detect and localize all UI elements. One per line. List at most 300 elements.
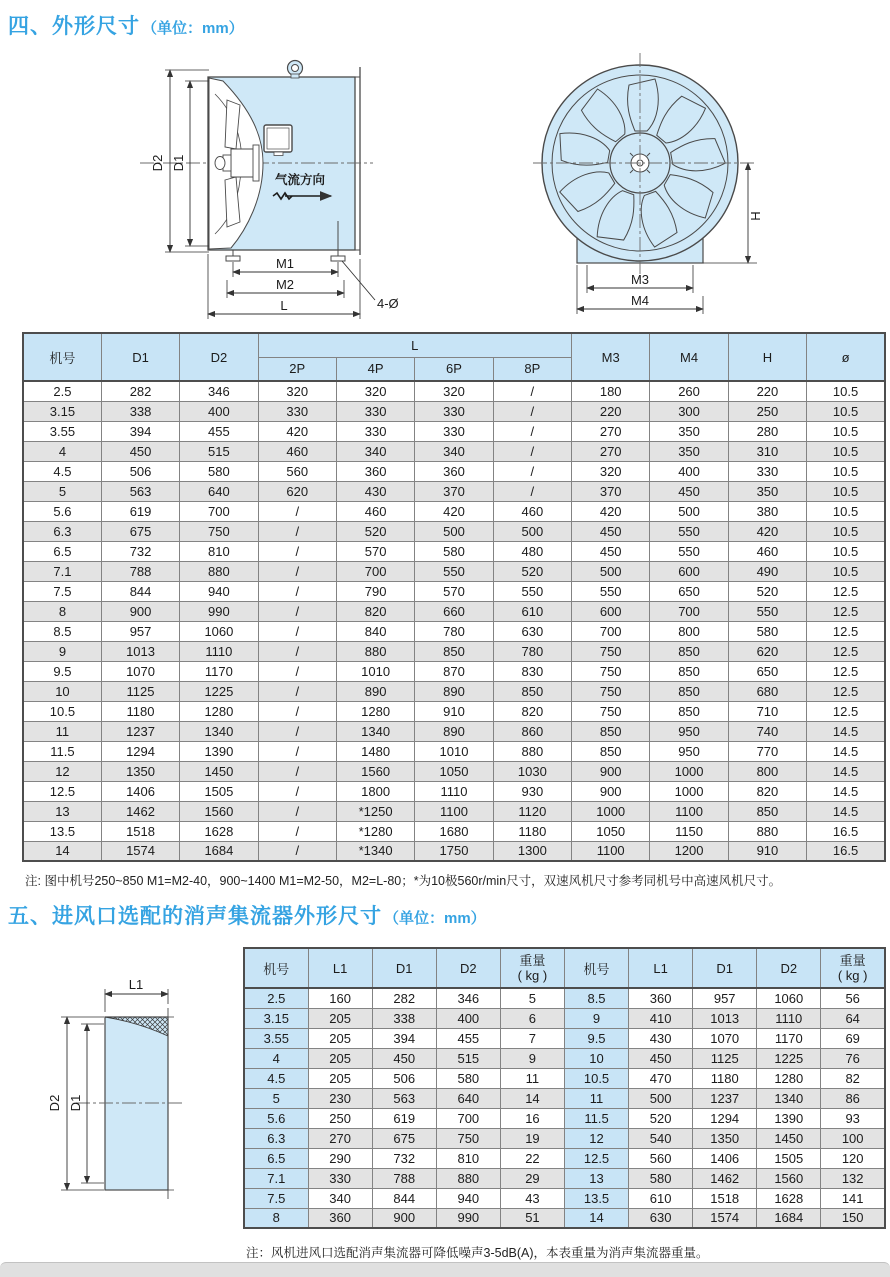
table-cell: 600 bbox=[572, 601, 650, 621]
table-cell: 1340 bbox=[757, 1088, 821, 1108]
section4-title bbox=[8, 10, 244, 40]
page-bottom-edge bbox=[0, 1262, 890, 1277]
column-header-l1-2: L1 bbox=[629, 948, 693, 988]
table-cell: 1560 bbox=[757, 1168, 821, 1188]
table-cell: 1340 bbox=[336, 721, 414, 741]
table-cell: 660 bbox=[415, 601, 493, 621]
table-row bbox=[244, 1148, 885, 1168]
table-cell: 810 bbox=[436, 1148, 500, 1168]
table-cell: 500 bbox=[650, 501, 728, 521]
table-cell: 1110 bbox=[757, 1008, 821, 1028]
table-cell: 640 bbox=[180, 481, 258, 501]
table-cell: 220 bbox=[728, 381, 806, 401]
table-cell: 1100 bbox=[650, 801, 728, 821]
table-cell: 1010 bbox=[415, 741, 493, 761]
table-row bbox=[23, 521, 885, 541]
table-cell: 1462 bbox=[693, 1168, 757, 1188]
section5-title bbox=[8, 900, 486, 930]
column-header-h: H bbox=[728, 333, 806, 381]
table-cell: 14 bbox=[500, 1088, 564, 1108]
column-header-d2: D2 bbox=[180, 333, 258, 381]
table-cell: *1280 bbox=[336, 821, 414, 841]
column-header-6p: 6P bbox=[415, 357, 493, 381]
table-cell: 10.5 bbox=[807, 541, 885, 561]
table-row bbox=[244, 1008, 885, 1028]
weight-label: 重量 bbox=[839, 953, 866, 968]
table-cell: 700 bbox=[436, 1108, 500, 1128]
table-cell: 788 bbox=[372, 1168, 436, 1188]
table-cell: 205 bbox=[308, 1028, 372, 1048]
dim-label-d1: D1 bbox=[171, 154, 186, 172]
table-cell: 10.5 bbox=[807, 561, 885, 581]
table-cell: 850 bbox=[650, 661, 728, 681]
table-cell: 750 bbox=[180, 521, 258, 541]
column-header-d2-2: D2 bbox=[757, 948, 821, 988]
table-cell: 900 bbox=[572, 761, 650, 781]
table-cell: 790 bbox=[336, 581, 414, 601]
table-cell: 506 bbox=[372, 1068, 436, 1088]
column-header-d1-2: D1 bbox=[693, 948, 757, 988]
table-cell: 132 bbox=[821, 1168, 885, 1188]
table-cell: 1010 bbox=[336, 661, 414, 681]
table-cell: 13.5 bbox=[564, 1188, 628, 1208]
table-cell: 500 bbox=[572, 561, 650, 581]
table-cell: 205 bbox=[308, 1008, 372, 1028]
table-cell: 7.1 bbox=[23, 561, 101, 581]
table-cell: 320 bbox=[336, 381, 414, 401]
table-cell: 619 bbox=[372, 1108, 436, 1128]
table-cell: 3.15 bbox=[23, 401, 101, 421]
table-cell: 1070 bbox=[101, 661, 179, 681]
table-cell: 840 bbox=[336, 621, 414, 641]
table2-note: 注：风机进风口选配消声集流器可降低噪声3-5dB(A)，本表重量为消声集流器重量。 bbox=[246, 1246, 709, 1260]
table-cell: 14.5 bbox=[807, 761, 885, 781]
table-cell: 515 bbox=[180, 441, 258, 461]
table-cell: 780 bbox=[493, 641, 571, 661]
table-row bbox=[23, 421, 885, 441]
table-cell: 205 bbox=[308, 1048, 372, 1068]
table-cell: 1390 bbox=[180, 741, 258, 761]
table-cell: 350 bbox=[650, 441, 728, 461]
table-cell: 820 bbox=[336, 601, 414, 621]
table-cell: / bbox=[258, 661, 336, 681]
table-cell: 900 bbox=[572, 781, 650, 801]
table-cell: 12 bbox=[23, 761, 101, 781]
table-cell: 360 bbox=[308, 1208, 372, 1228]
table-cell: 350 bbox=[650, 421, 728, 441]
table-cell: 890 bbox=[336, 681, 414, 701]
table-cell: 10 bbox=[23, 681, 101, 701]
eye-bolt bbox=[288, 61, 303, 79]
fan-front-view-drawing bbox=[515, 48, 875, 333]
table-row bbox=[23, 721, 885, 741]
table-cell: 560 bbox=[629, 1148, 693, 1168]
table-cell: 10.5 bbox=[564, 1068, 628, 1088]
table-cell: 880 bbox=[436, 1168, 500, 1188]
column-header-4p: 4P bbox=[336, 357, 414, 381]
table-cell: 280 bbox=[728, 421, 806, 441]
table-cell: 1050 bbox=[572, 821, 650, 841]
table-cell: 1450 bbox=[180, 761, 258, 781]
column-header-diameter: ø bbox=[807, 333, 885, 381]
table-cell: / bbox=[493, 421, 571, 441]
table-cell: 120 bbox=[821, 1148, 885, 1168]
table-cell: 580 bbox=[415, 541, 493, 561]
table-row bbox=[244, 1108, 885, 1128]
table-cell: 1100 bbox=[572, 841, 650, 861]
table-cell: 9 bbox=[23, 641, 101, 661]
table-row bbox=[23, 781, 885, 801]
table-cell: 14 bbox=[23, 841, 101, 861]
table-cell: 3.55 bbox=[23, 421, 101, 441]
table-cell: 4.5 bbox=[244, 1068, 308, 1088]
table-row bbox=[23, 441, 885, 461]
table-cell: / bbox=[493, 381, 571, 401]
table-cell: 619 bbox=[101, 501, 179, 521]
table-cell: 12.5 bbox=[807, 661, 885, 681]
column-header-model: 机号 bbox=[244, 948, 308, 988]
table-cell: / bbox=[493, 401, 571, 421]
table-row bbox=[23, 641, 885, 661]
table-cell: 180 bbox=[572, 381, 650, 401]
table-cell: 570 bbox=[336, 541, 414, 561]
table-cell: 500 bbox=[493, 521, 571, 541]
table-cell: 460 bbox=[728, 541, 806, 561]
table-cell: 930 bbox=[493, 781, 571, 801]
table-cell: 580 bbox=[728, 621, 806, 641]
table-cell: 1628 bbox=[180, 821, 258, 841]
table-cell: / bbox=[258, 841, 336, 861]
table-cell: 1480 bbox=[336, 741, 414, 761]
table-cell: 800 bbox=[728, 761, 806, 781]
table-row bbox=[23, 841, 885, 861]
table-cell: 450 bbox=[650, 481, 728, 501]
dim-label-m3: M3 bbox=[630, 272, 650, 287]
table-cell: 1505 bbox=[757, 1148, 821, 1168]
table-row bbox=[23, 761, 885, 781]
table-cell: 1800 bbox=[336, 781, 414, 801]
table-cell: 1060 bbox=[180, 621, 258, 641]
table-cell: 11.5 bbox=[23, 741, 101, 761]
table-cell: 1180 bbox=[493, 821, 571, 841]
table-cell: 1180 bbox=[101, 701, 179, 721]
table-cell: 8 bbox=[244, 1208, 308, 1228]
dim-label-d1: D1 bbox=[68, 1094, 83, 1112]
table-cell: 310 bbox=[728, 441, 806, 461]
table-row bbox=[244, 1088, 885, 1108]
table-cell: 320 bbox=[572, 461, 650, 481]
table-cell: 270 bbox=[572, 441, 650, 461]
table-cell: 710 bbox=[728, 701, 806, 721]
table-cell: 340 bbox=[336, 441, 414, 461]
table-cell: 850 bbox=[415, 641, 493, 661]
table-cell: 13 bbox=[23, 801, 101, 821]
table-cell: 1000 bbox=[650, 781, 728, 801]
table-cell: 400 bbox=[180, 401, 258, 421]
table-row bbox=[244, 1048, 885, 1068]
table-cell: 3.55 bbox=[244, 1028, 308, 1048]
table-cell: 1300 bbox=[493, 841, 571, 861]
table-cell: 940 bbox=[180, 581, 258, 601]
table-cell: 346 bbox=[436, 988, 500, 1008]
table-cell: 6 bbox=[500, 1008, 564, 1028]
table-cell: 1150 bbox=[650, 821, 728, 841]
table-cell: 420 bbox=[728, 521, 806, 541]
table-cell: 1505 bbox=[180, 781, 258, 801]
table-cell: 14.5 bbox=[807, 741, 885, 761]
table-cell: 990 bbox=[436, 1208, 500, 1228]
table-cell: 1518 bbox=[693, 1188, 757, 1208]
table-cell: 563 bbox=[372, 1088, 436, 1108]
table-cell: / bbox=[258, 501, 336, 521]
table-cell: / bbox=[258, 741, 336, 761]
table-cell: 850 bbox=[572, 721, 650, 741]
table-cell: 1280 bbox=[336, 701, 414, 721]
table-cell: 420 bbox=[258, 421, 336, 441]
table-cell: 10.5 bbox=[807, 521, 885, 541]
table-cell: 820 bbox=[728, 781, 806, 801]
table-cell: 370 bbox=[415, 481, 493, 501]
table-cell: 850 bbox=[572, 741, 650, 761]
table-cell: 1280 bbox=[757, 1068, 821, 1088]
table-cell: 620 bbox=[258, 481, 336, 501]
table-cell: 830 bbox=[493, 661, 571, 681]
dim-label-m1: M1 bbox=[275, 256, 295, 271]
dimensions-table-header bbox=[23, 333, 885, 381]
table-cell: 10.5 bbox=[807, 421, 885, 441]
table-cell: 1450 bbox=[757, 1128, 821, 1148]
table-cell: 455 bbox=[436, 1028, 500, 1048]
table-cell: 1013 bbox=[693, 1008, 757, 1028]
table-cell: 6.5 bbox=[244, 1148, 308, 1168]
table-cell: 394 bbox=[372, 1028, 436, 1048]
table-cell: 500 bbox=[415, 521, 493, 541]
table-cell: 330 bbox=[415, 421, 493, 441]
table-cell: 100 bbox=[821, 1128, 885, 1148]
table-cell: 880 bbox=[493, 741, 571, 761]
section5-title-unit: （单位：mm） bbox=[384, 910, 486, 927]
table-cell: 450 bbox=[101, 441, 179, 461]
table-cell: 460 bbox=[336, 501, 414, 521]
table-cell: 630 bbox=[629, 1208, 693, 1228]
table-cell: 570 bbox=[415, 581, 493, 601]
table-row bbox=[244, 1068, 885, 1088]
table-cell: 14.5 bbox=[807, 781, 885, 801]
table-cell: 910 bbox=[728, 841, 806, 861]
table-cell: 5 bbox=[244, 1088, 308, 1108]
table-cell: 850 bbox=[493, 681, 571, 701]
column-header-m4: M4 bbox=[650, 333, 728, 381]
dim-label-m4: M4 bbox=[630, 293, 650, 308]
collector-table-header bbox=[244, 948, 885, 988]
table-cell: 400 bbox=[650, 461, 728, 481]
table-row bbox=[23, 541, 885, 561]
table-cell: 640 bbox=[436, 1088, 500, 1108]
table-cell: 12.5 bbox=[564, 1148, 628, 1168]
table-cell: / bbox=[258, 641, 336, 661]
table-cell: 950 bbox=[650, 721, 728, 741]
section4-title-text: 四、外形尺寸 bbox=[8, 15, 140, 38]
table-cell: 1170 bbox=[757, 1028, 821, 1048]
table-cell: 350 bbox=[728, 481, 806, 501]
table-cell: 450 bbox=[572, 521, 650, 541]
table-cell: 10.5 bbox=[807, 461, 885, 481]
table-cell: 550 bbox=[493, 581, 571, 601]
dim-label-h: H bbox=[748, 211, 763, 221]
table-cell: 900 bbox=[372, 1208, 436, 1228]
table-cell: 750 bbox=[572, 641, 650, 661]
table-cell: 10.5 bbox=[807, 441, 885, 461]
table-cell: / bbox=[258, 601, 336, 621]
table-cell: 320 bbox=[258, 381, 336, 401]
table-cell: 870 bbox=[415, 661, 493, 681]
table-cell: 1000 bbox=[650, 761, 728, 781]
table-cell: 410 bbox=[629, 1008, 693, 1028]
table-cell: 64 bbox=[821, 1008, 885, 1028]
table-cell: 270 bbox=[308, 1128, 372, 1148]
column-header-m3: M3 bbox=[572, 333, 650, 381]
table-cell: 2.5 bbox=[23, 381, 101, 401]
table-cell: 1350 bbox=[693, 1128, 757, 1148]
column-header-8p: 8P bbox=[493, 357, 571, 381]
table-cell: 850 bbox=[650, 681, 728, 701]
table-cell: 86 bbox=[821, 1088, 885, 1108]
table-cell: 1294 bbox=[693, 1108, 757, 1128]
table-cell: 515 bbox=[436, 1048, 500, 1068]
table-cell: 680 bbox=[728, 681, 806, 701]
column-header-d2: D2 bbox=[436, 948, 500, 988]
table-cell: 93 bbox=[821, 1108, 885, 1128]
table-cell: 420 bbox=[572, 501, 650, 521]
table-cell: 550 bbox=[572, 581, 650, 601]
table-cell: 520 bbox=[629, 1108, 693, 1128]
table-cell: / bbox=[493, 461, 571, 481]
table-cell: 900 bbox=[101, 601, 179, 621]
table-cell: 580 bbox=[436, 1068, 500, 1088]
table-cell: 10.5 bbox=[807, 481, 885, 501]
collector-table bbox=[243, 947, 886, 1229]
table-cell: 700 bbox=[336, 561, 414, 581]
table-cell: 470 bbox=[629, 1068, 693, 1088]
table-cell: 1100 bbox=[415, 801, 493, 821]
table-cell: 520 bbox=[336, 521, 414, 541]
table-cell: 16.5 bbox=[807, 841, 885, 861]
table-cell: 205 bbox=[308, 1068, 372, 1088]
table-cell: 650 bbox=[650, 581, 728, 601]
table-cell: 9 bbox=[500, 1048, 564, 1068]
table-cell: 880 bbox=[180, 561, 258, 581]
table-cell: 360 bbox=[336, 461, 414, 481]
table-cell: 750 bbox=[572, 681, 650, 701]
column-header-2p: 2P bbox=[258, 357, 336, 381]
table-cell: 8 bbox=[23, 601, 101, 621]
table-row bbox=[23, 601, 885, 621]
column-header-model-2: 机号 bbox=[564, 948, 628, 988]
table-cell: 460 bbox=[493, 501, 571, 521]
table-cell: 1110 bbox=[180, 641, 258, 661]
table-row bbox=[23, 401, 885, 421]
table-cell: 330 bbox=[336, 401, 414, 421]
table-cell: 1680 bbox=[415, 821, 493, 841]
table-row bbox=[23, 581, 885, 601]
table-cell: 1628 bbox=[757, 1188, 821, 1208]
table-cell: 580 bbox=[629, 1168, 693, 1188]
table-cell: / bbox=[258, 621, 336, 641]
airflow-direction-label: 气流方向 bbox=[275, 173, 326, 187]
table-row bbox=[23, 701, 885, 721]
section5-title-text: 五、进风口选配的消声集流器外形尺寸 bbox=[8, 905, 382, 928]
table-cell: 260 bbox=[650, 381, 728, 401]
table-cell: 950 bbox=[650, 741, 728, 761]
column-header-l: L bbox=[258, 333, 571, 357]
table-cell: 340 bbox=[415, 441, 493, 461]
table-cell: 540 bbox=[629, 1128, 693, 1148]
table-cell: 550 bbox=[415, 561, 493, 581]
table-cell: / bbox=[258, 541, 336, 561]
table-row bbox=[244, 988, 885, 1008]
table-cell: 990 bbox=[180, 601, 258, 621]
table-cell: 6.3 bbox=[244, 1128, 308, 1148]
collector-table-body bbox=[244, 988, 885, 1228]
table-cell: 1225 bbox=[180, 681, 258, 701]
table-cell: 11.5 bbox=[564, 1108, 628, 1128]
table-cell: 600 bbox=[650, 561, 728, 581]
table-cell: / bbox=[258, 761, 336, 781]
table-cell: 7.5 bbox=[244, 1188, 308, 1208]
table-cell: 3.15 bbox=[244, 1008, 308, 1028]
table-cell: 1110 bbox=[415, 781, 493, 801]
table-cell: 500 bbox=[629, 1088, 693, 1108]
table-row bbox=[23, 801, 885, 821]
table-cell: 1750 bbox=[415, 841, 493, 861]
table-cell: 520 bbox=[728, 581, 806, 601]
table-cell: 76 bbox=[821, 1048, 885, 1068]
table-cell: 6.5 bbox=[23, 541, 101, 561]
table-cell: 1125 bbox=[101, 681, 179, 701]
table-cell: 490 bbox=[728, 561, 806, 581]
table-cell: 675 bbox=[101, 521, 179, 541]
table-cell: 12.5 bbox=[807, 601, 885, 621]
table-cell: 820 bbox=[493, 701, 571, 721]
table-cell: 1280 bbox=[180, 701, 258, 721]
table-row bbox=[23, 661, 885, 681]
table-cell: 550 bbox=[650, 541, 728, 561]
table-row bbox=[244, 1188, 885, 1208]
table-cell: 788 bbox=[101, 561, 179, 581]
table-cell: 1560 bbox=[336, 761, 414, 781]
table-cell: 844 bbox=[372, 1188, 436, 1208]
table-cell: 8.5 bbox=[564, 988, 628, 1008]
table-cell: 1560 bbox=[180, 801, 258, 821]
dim-label-l1: L1 bbox=[128, 977, 144, 992]
table-cell: 430 bbox=[336, 481, 414, 501]
table-cell: 282 bbox=[372, 988, 436, 1008]
table-cell: 282 bbox=[101, 381, 179, 401]
table-cell: 940 bbox=[436, 1188, 500, 1208]
dimensions-table bbox=[22, 332, 886, 862]
table-cell: 630 bbox=[493, 621, 571, 641]
table-cell: 7.1 bbox=[244, 1168, 308, 1188]
table-cell: *1340 bbox=[336, 841, 414, 861]
table-cell: 844 bbox=[101, 581, 179, 601]
table-row bbox=[23, 561, 885, 581]
table-cell: 750 bbox=[436, 1128, 500, 1148]
table-row bbox=[23, 621, 885, 641]
table-cell: 394 bbox=[101, 421, 179, 441]
table-cell: 1070 bbox=[693, 1028, 757, 1048]
table-cell: 370 bbox=[572, 481, 650, 501]
table-cell: 732 bbox=[101, 541, 179, 561]
